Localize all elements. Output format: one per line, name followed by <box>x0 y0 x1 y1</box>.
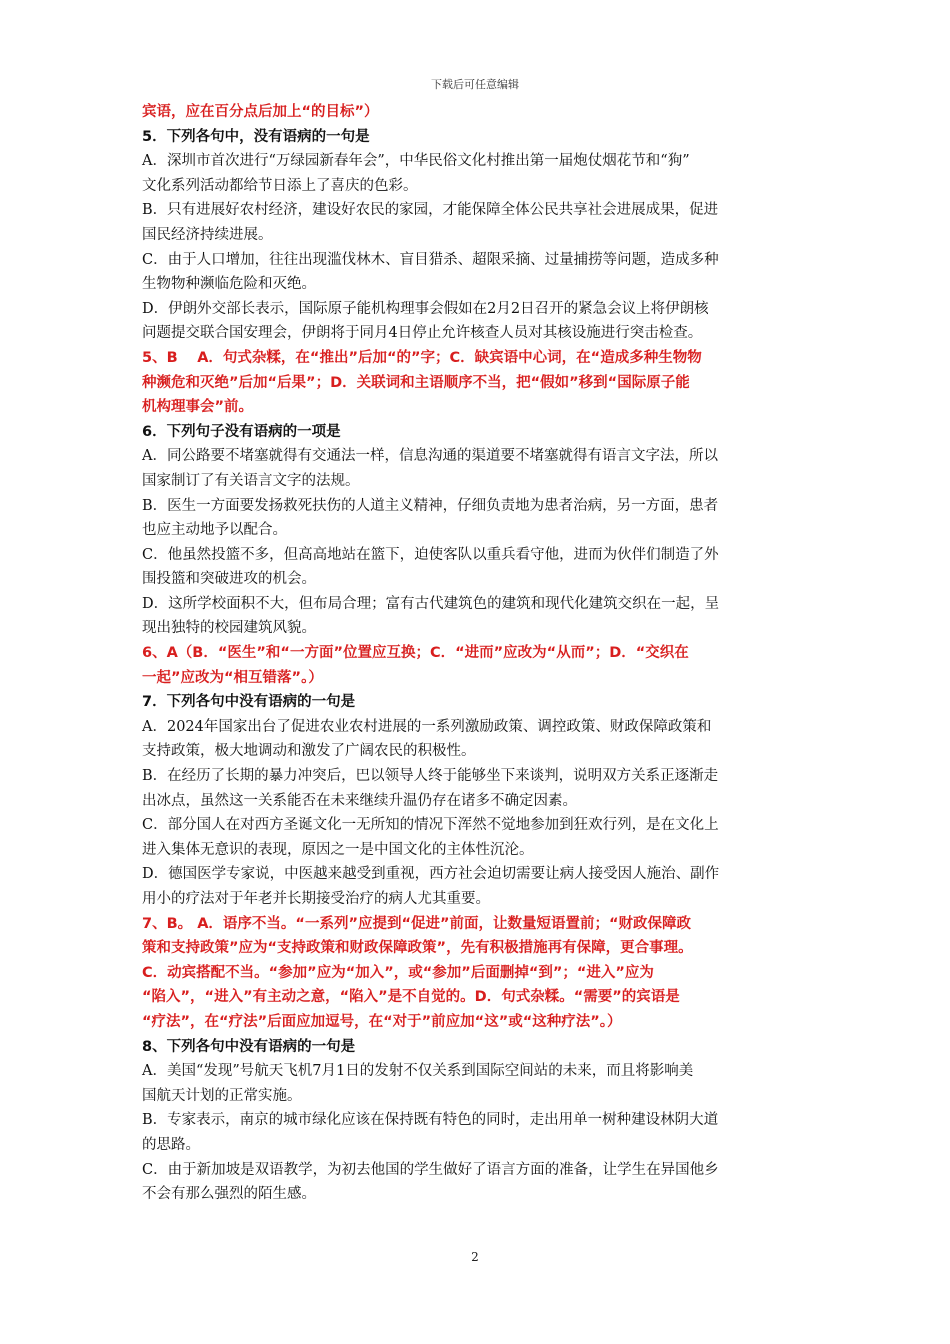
question-title: 5．下列各句中，没有语病的一句是 <box>142 128 370 145</box>
option-text-line: A．深圳市首次进行“万绿园新春年会”，中华民俗文化村推出第一届炮仗烟花节和“狗” <box>142 153 690 170</box>
option-text-line: 文化系列活动都给节日添上了喜庆的色彩。 <box>142 177 418 194</box>
document-body <box>142 100 808 1207</box>
answer-explanation-line: 策和支持政策”应为“支持政策和财政保障政策”，先有积极措施再有保障，更合事理。 <box>142 940 693 957</box>
answer-explanation-line: “疗法”，在“疗法”后面应加逗号，在“对于”前应加“这”或“这种疗法”。） <box>142 1013 622 1030</box>
answer-explanation-line: 机构理事会”前。 <box>142 399 254 416</box>
option-text-line: 国民经济持续进展。 <box>142 226 273 243</box>
page-number: 2 <box>471 1250 479 1264</box>
option-text-line: C．由于新加坡是双语教学，为初去他国的学生做好了语言方面的准备，让学生在异国他乡 <box>142 1161 719 1178</box>
option-text-line: 国家制订了有关语言文字的法规。 <box>142 472 360 489</box>
option-text-line: 的思路。 <box>142 1136 200 1153</box>
option-text-line: B．医生一方面要发扬救死扶伤的人道主义精神，仔细负责地为患者治病，另一方面，患者 <box>142 497 719 514</box>
option-text-line: 问题提交联合国安理会，伊朗将于同月4日停止允许核查人员对其核设施进行突击检查。 <box>142 325 703 342</box>
page-header: 下载后可任意编辑 <box>431 78 519 91</box>
option-text-line: C．他虽然投篮不多，但高高地站在篮下，迫使客队以重兵看守他，进而为伙伴们制造了外 <box>142 546 719 563</box>
option-text-line: 不会有那么强烈的陌生感。 <box>142 1186 316 1203</box>
option-text-line: C．部分国人在对西方圣诞文化一无所知的情况下浑然不觉地参加到狂欢行列，是在文化上 <box>142 817 719 834</box>
option-text-line: B．只有进展好农村经济，建设好农民的家园，才能保障全体公民共享社会进展成果，促进 <box>142 202 719 219</box>
option-text-line: 出冰点，虽然这一关系能否在未来继续升温仍存在诸多不确定因素。 <box>142 792 577 809</box>
option-text-line: 国航天计划的正常实施。 <box>142 1087 302 1104</box>
answer-explanation-line: 种濒危和灭绝”后加“后果”；D．关联词和主语顺序不当，把“假如”移到“国际原子能 <box>142 374 690 391</box>
answer-explanation-line: “陷入”，“进入”有主动之意，“陷入”是不自觉的。D．句式杂糅。“需要”的宾语是 <box>142 989 680 1006</box>
question-title: 6．下列句子没有语病的一项是 <box>142 423 341 440</box>
option-text-line: 也应主动地予以配合。 <box>142 522 287 539</box>
option-text-line: D．德国医学专家说，中医越来越受到重视，西方社会迫切需要让病人接受因人施治、副作 <box>142 866 720 883</box>
option-text-line: A．美国“发现”号航天飞机7月1日的发射不仅关系到国际空间站的未来，而且将影响美 <box>142 1063 694 1080</box>
option-text-line: A．同公路要不堵塞就得有交通法一样，信息沟通的渠道要不堵塞就得有语言文字法，所以 <box>142 448 718 465</box>
option-text-line: 支持政策，极大地调动和激发了广阔农民的积极性。 <box>142 743 476 760</box>
option-text-line: 围投篮和突破进攻的机会。 <box>142 571 316 588</box>
answer-explanation-line: 5、B A．句式杂糅，在“推出”后加“的”字；C．缺宾语中心词，在“造成多种生物物 <box>142 349 702 366</box>
option-text-line: D．伊朗外交部长表示，国际原子能机构理事会假如在2月2日召开的紧急会议上将伊朗核 <box>142 300 709 317</box>
answer-explanation-line: 一起”应改为“相互错落”。） <box>142 669 323 686</box>
answer-explanation-line: C．动宾搭配不当。“参加”应为“加入”，或“参加”后面删掉“到”；“进入”应为 <box>142 964 654 981</box>
option-text-line: D．这所学校面积不大，但布局合理；富有古代建筑色的建筑和现代化建筑交织在一起，呈 <box>142 595 720 612</box>
answer-explanation-line: 6、A（B．“医生”和“一方面”位置应互换；C．“进而”应改为“从而”；D．“交织在 <box>142 645 689 662</box>
question-title: 7．下列各句中没有语病的一句是 <box>142 694 356 711</box>
option-text-line: 生物物种濒临危险和灭绝。 <box>142 276 316 293</box>
option-text-line: C．由于人口增加，往往出现滥伐林木、盲目猎杀、超限采摘、过量捕捞等问题，造成多种 <box>142 251 719 268</box>
option-text-line: 用小的疗法对于年老并长期接受治疗的病人尤其重要。 <box>142 891 490 907</box>
option-text-line: B．专家表示，南京的城市绿化应该在保持既有特色的同时，走出用单一树种建设林阴大道 <box>142 1112 719 1129</box>
answer-explanation-line: 宾语，应在百分点后加上“的目标”） <box>142 104 379 120</box>
option-text-line: 进入集体无意识的表现，原因之一是中国文化的主体性沉沦。 <box>142 841 534 858</box>
answer-explanation-line: 7、B。 A．语序不当。“一系列”应提到“促进”前面，让数量短语置前；“财政保障政 <box>142 915 692 932</box>
question-title: 8、下列各句中没有语病的一句是 <box>142 1038 356 1055</box>
option-text-line: 现出独特的校园建筑风貌。 <box>142 620 316 637</box>
option-text-line: A．2024年国家出台了促进农业农村进展的一系列激励政策、调控政策、财政保障政策和 <box>142 718 712 735</box>
option-text-line: B．在经历了长期的暴力冲突后，巴以领导人终于能够坐下来谈判，说明双方关系正逐渐走 <box>142 768 719 785</box>
